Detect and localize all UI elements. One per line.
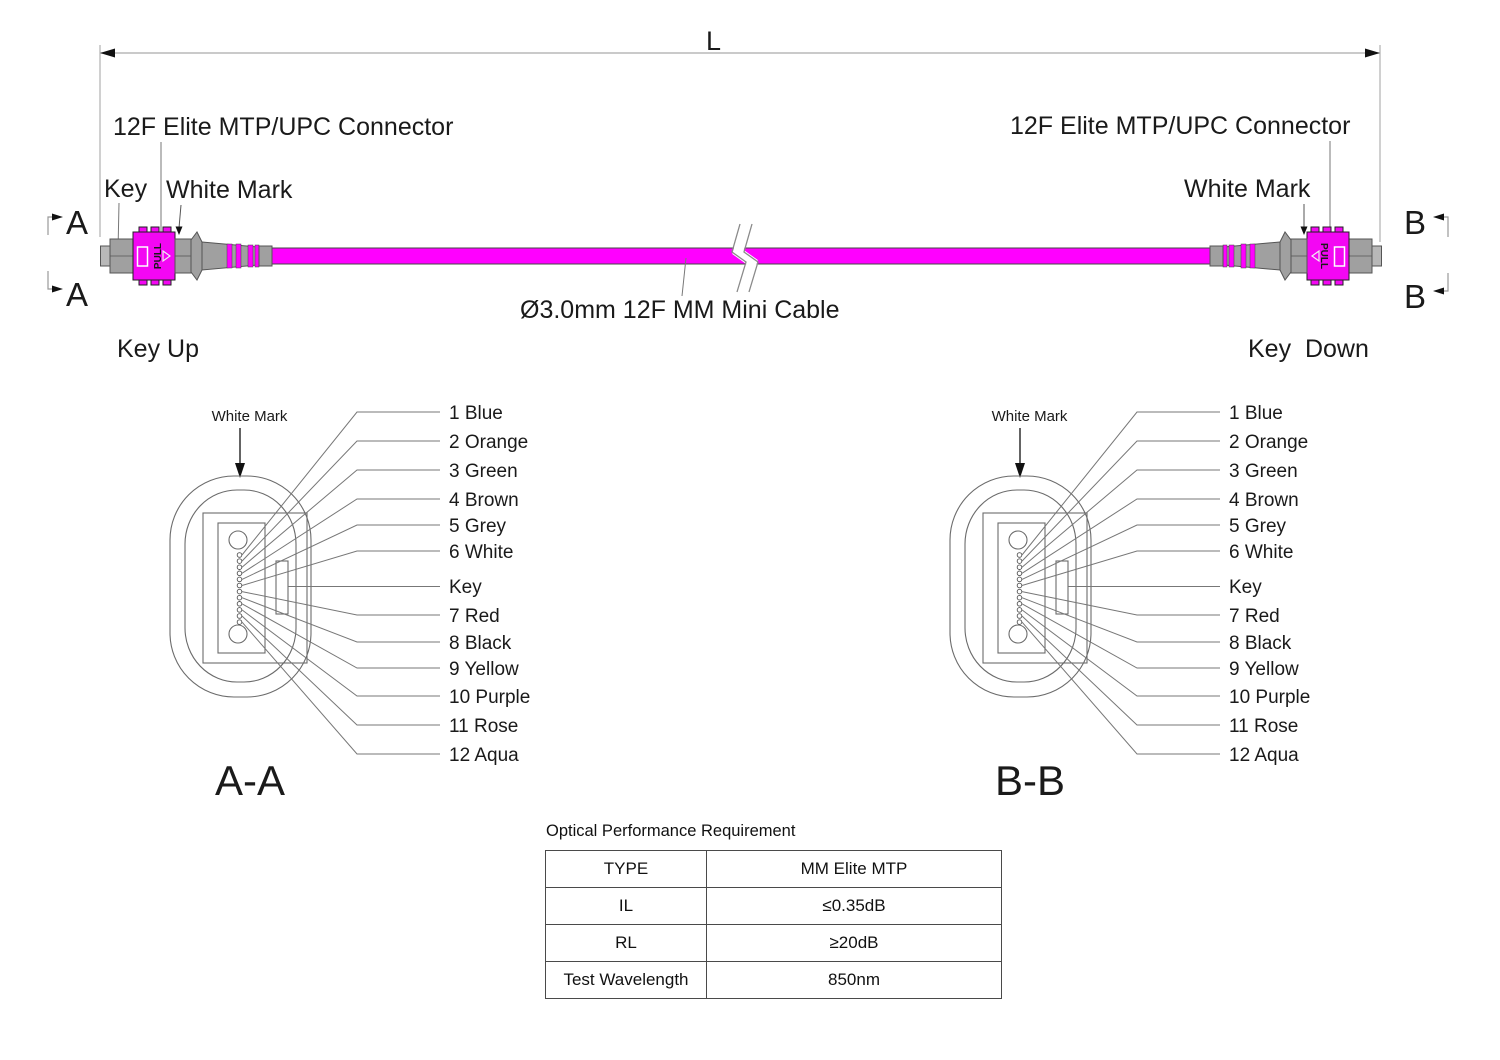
connector-label-left: 12F Elite MTP/UPC Connector [113,113,454,141]
svg-text:A: A [66,204,89,241]
white-mark-arrow-icon [1015,428,1025,478]
fiber-label-9: 9 Yellow [449,659,519,680]
value-cell: ≤0.35dB [707,888,1002,925]
table-row [546,925,1002,962]
value-cell: ≥20dB [707,925,1002,962]
fiber-label-4: 4 Brown [1229,490,1299,511]
section-marker-b-top [1404,204,1448,241]
optical-performance-section [545,822,1005,999]
value-cell: MM Elite MTP [707,851,1002,888]
fiber-label-5: 5 Grey [1229,516,1287,537]
guide-pin-hole-top [229,531,247,549]
fiber-label-11: 11 Rose [449,716,519,737]
fiber-label-3: 3 Green [1229,461,1298,482]
fiber-label-12: 12 Aqua [1229,745,1299,766]
guide-pin-hole-bottom [1009,625,1027,643]
dimension-arrow-right-icon [1365,49,1380,58]
white-mark-label-right: White Mark [1184,175,1311,203]
dimension-arrow-left-icon [100,49,115,58]
connector-face-view-a [150,390,570,820]
fiber-label-10: 10 Purple [1229,687,1311,708]
face-white-mark-label: White Mark [211,408,288,425]
fiber-label-5: 5 Grey [449,516,507,537]
table-row [546,851,1002,888]
cable-assembly-diagram [0,0,1500,380]
pull-label-left: PULL [153,242,164,270]
fiber-label-8: 8 Black [1229,633,1292,654]
fiber-label-key: Key [1229,577,1262,598]
face-caption: B-B [994,757,1066,804]
svg-text:A: A [66,276,89,313]
boot-sleeve [259,246,272,266]
ferrule [101,246,111,266]
fiber-labels [1229,403,1310,766]
fiber-label-key: Key [449,577,482,598]
pull-label-right: PULL [1318,242,1329,270]
fiber-label-7: 7 Red [1229,606,1280,627]
svg-text:B: B [1404,278,1427,315]
key-notch [1056,561,1068,614]
white-mark-arrow-icon [235,428,245,478]
fiber-dots [1017,553,1022,625]
fan-lines [1022,412,1220,754]
fiber-label-9: 9 Yellow [1229,659,1299,680]
table-row [546,888,1002,925]
dimension-label: L [706,26,722,56]
fiber-label-2: 2 Orange [1229,432,1309,453]
fan-lines [242,412,440,754]
svg-text:B: B [1404,204,1427,241]
fiber-label-12: 12 Aqua [449,745,519,766]
table-row [546,962,1002,999]
connector-face-view-b [930,390,1350,820]
guide-pin-hole-top [1009,531,1027,549]
white-mark-leader-left [176,205,183,235]
fiber-dots [237,553,242,625]
section-marker-a-top [48,204,88,241]
key-up-label: Key Up [117,335,199,363]
table-title: Optical Performance Requirement [546,822,796,840]
fiber-label-8: 8 Black [449,633,512,654]
param-cell: IL [546,888,707,925]
boot-collar [191,232,202,280]
face-white-mark-label: White Mark [991,408,1068,425]
right-connector [1210,227,1382,285]
white-mark-leader-right [1301,204,1308,235]
fiber-label-1: 1 Blue [1229,403,1283,424]
fiber-label-2: 2 Orange [449,432,529,453]
section-marker-a-bottom [48,271,88,313]
white-mark-label-left: White Mark [166,176,293,204]
section-marker-b-bottom [1404,273,1448,315]
param-cell: RL [546,925,707,962]
fiber-label-6: 6 White [449,542,514,563]
optical-performance-table [545,850,1002,999]
fiber-label-1: 1 Blue [449,403,503,424]
cable-label: Ø3.0mm 12F MM Mini Cable [520,296,840,324]
param-cell: Test Wavelength [546,962,707,999]
key-label: Key [104,175,148,203]
param-cell: TYPE [546,851,707,888]
connector-label-right: 12F Elite MTP/UPC Connector [1010,112,1351,140]
key-notch [276,561,288,614]
fiber-label-4: 4 Brown [449,490,519,511]
fiber-label-6: 6 White [1229,542,1294,563]
left-connector [101,227,273,285]
fiber-label-11: 11 Rose [1229,716,1299,737]
key-down-label: Key Down [1248,335,1369,363]
fiber-labels [449,403,530,766]
value-cell: 850nm [707,962,1002,999]
fiber-label-7: 7 Red [449,606,500,627]
guide-pin-hole-bottom [229,625,247,643]
fiber-label-10: 10 Purple [449,687,531,708]
face-caption: A-A [214,757,286,804]
fiber-label-3: 3 Green [449,461,518,482]
